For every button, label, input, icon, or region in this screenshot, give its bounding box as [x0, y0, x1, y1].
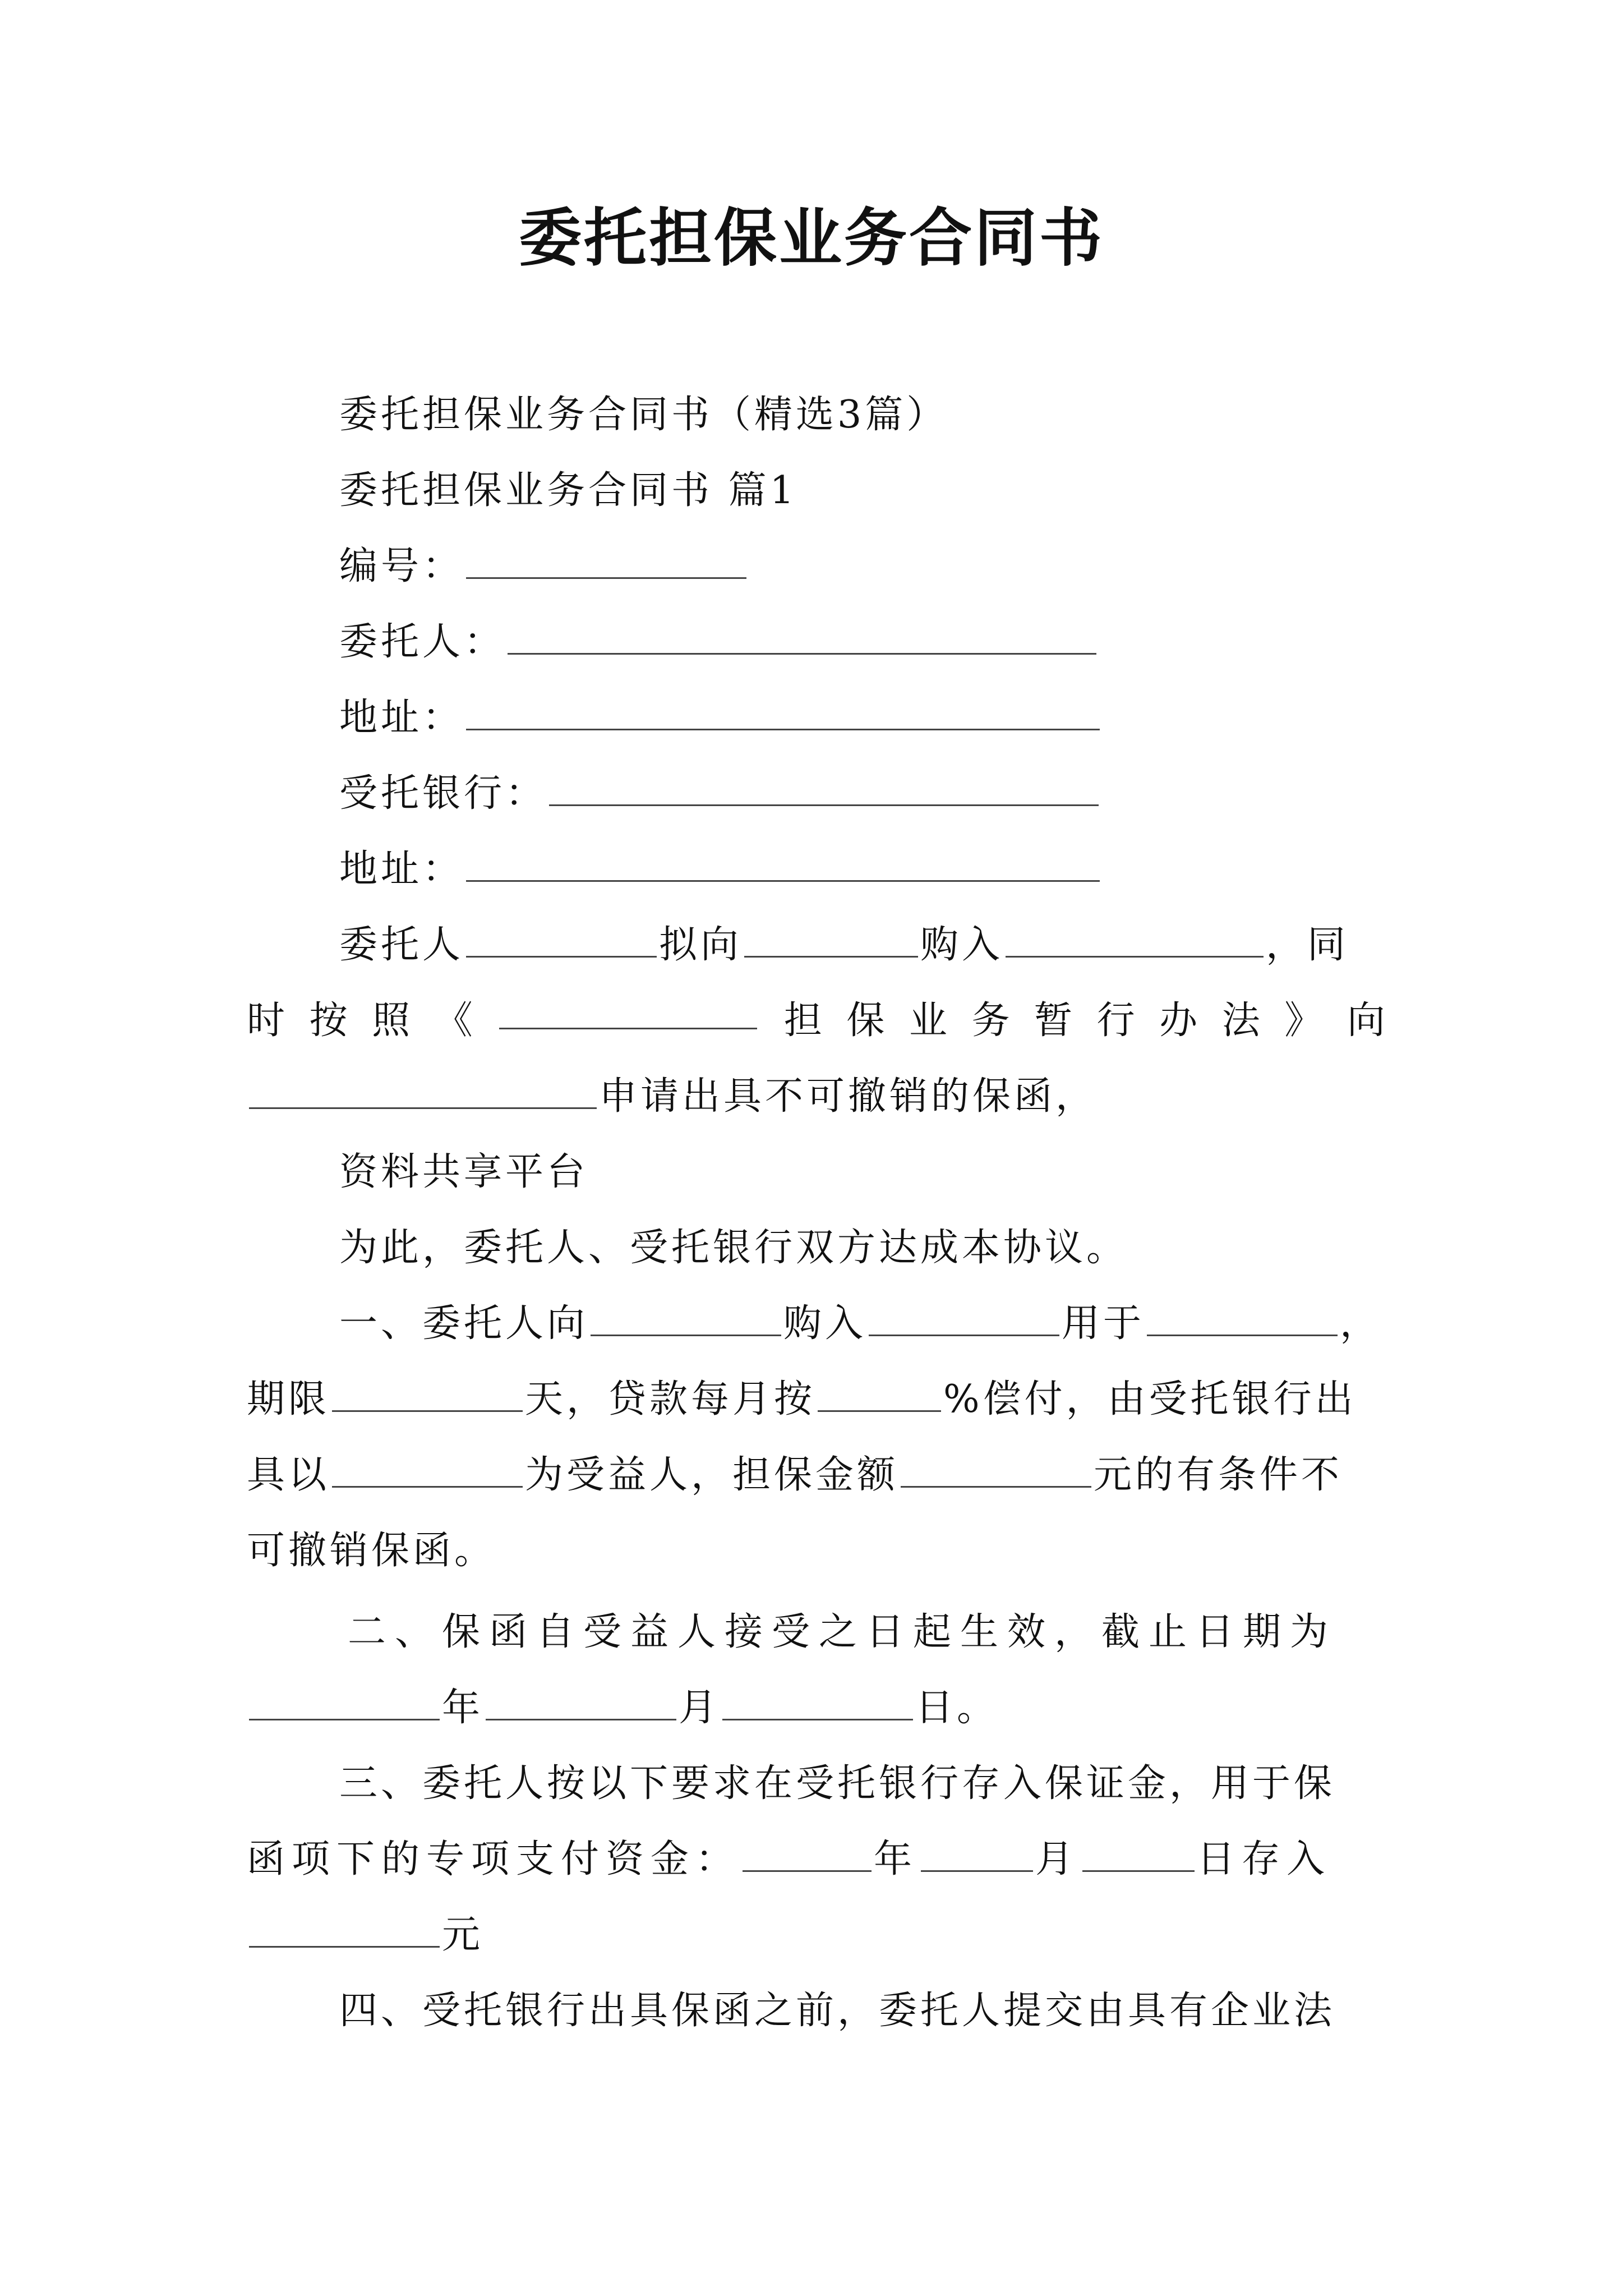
para1-line2 [247, 993, 1385, 1049]
para1-char: 时 [247, 999, 285, 1043]
client-blank [508, 618, 1096, 655]
number-field [339, 539, 749, 595]
para1-seg3: 购入 [920, 923, 1004, 967]
para1-char: 《 [434, 999, 473, 1043]
clause1-seg: 天，贷款每月按 [525, 1377, 816, 1421]
clause1-blank [332, 1451, 523, 1488]
subtitle: 委托担保业务合同书（精选3篇） [339, 393, 948, 437]
para1-seg4: ，同 [1266, 923, 1349, 967]
para1-char: 行 [1096, 999, 1135, 1043]
clause1-line2 [247, 1372, 1357, 1428]
clause1-seg: 具以 [247, 1453, 330, 1497]
clause3-line2 [247, 1832, 1331, 1888]
para1-char: 按 [309, 999, 348, 1043]
clause2-blank [486, 1684, 676, 1720]
clause1-seg: %偿付，由受托银行出 [943, 1377, 1357, 1421]
clause1-seg: 为受益人，担保金额 [525, 1453, 899, 1497]
clause3-seg: 函项下的专项支付资金： [247, 1837, 741, 1881]
clause2-blank [722, 1684, 913, 1720]
clause3-month: 月 [1035, 1837, 1081, 1881]
clause1-line3 [247, 1447, 1343, 1503]
clause3-line3 [247, 1907, 483, 1963]
section-heading: 委托担保业务合同书 篇1 [339, 468, 797, 513]
number-blank [466, 542, 746, 579]
para1-char: 保 [846, 999, 885, 1043]
clause4-line1: 四、受托银行出具保函之前，委托人提交由具有企业法 [339, 1989, 1336, 2033]
clause1-seg: 一、委托人向 [339, 1301, 589, 1346]
address-label-2: 地址： [339, 847, 464, 891]
clause3-seg: 日存入 [1197, 1837, 1332, 1881]
clause3-blank [1082, 1835, 1195, 1872]
clause3-blank [921, 1835, 1033, 1872]
client-label: 委托人： [339, 620, 506, 664]
clause2-line2 [247, 1680, 998, 1736]
document-title: 委托担保业务合同书 [519, 201, 1104, 275]
clause2-day: 日。 [915, 1686, 999, 1730]
agreement-line: 为此，委托人、受托银行双方达成本协议。 [339, 1226, 1128, 1270]
platform-note: 资料共享平台 [339, 1150, 589, 1194]
para1-seg2: 拟向 [659, 923, 743, 967]
clause1-line1 [339, 1296, 1381, 1352]
para1-blank3 [1006, 921, 1264, 958]
para1-char: 法 [1221, 999, 1260, 1043]
para1-blank5 [249, 1073, 597, 1109]
address-blank-2 [466, 845, 1100, 882]
clause2-year: 年 [442, 1686, 484, 1730]
para1-line1 [339, 917, 1349, 973]
clause1-blank [332, 1375, 523, 1412]
para1-char: 担 [783, 999, 822, 1043]
clause3-blank [743, 1835, 872, 1872]
para1-char: 向 [1347, 999, 1385, 1043]
bank-blank [549, 770, 1099, 806]
para1-seg1: 委托人 [339, 923, 464, 967]
client-field [339, 614, 1099, 670]
para1-char: 暂 [1034, 999, 1073, 1043]
clause1-blank [591, 1300, 781, 1336]
clause1-seg: 期限 [247, 1377, 330, 1421]
clause1-blank [869, 1300, 1059, 1336]
clause1-seg: 元的有条件不 [1094, 1453, 1343, 1497]
clause3-unit: 元 [442, 1913, 484, 1957]
para1-char: 照 [372, 999, 411, 1043]
clause1-blank [1147, 1300, 1338, 1336]
address-label-1: 地址： [339, 696, 464, 740]
para1-char: 办 [1159, 999, 1198, 1043]
bank-field [339, 766, 1101, 822]
clause1-line4: 可撤销保函。 [247, 1529, 496, 1573]
clause1-seg: 用于 [1062, 1301, 1145, 1346]
number-label: 编号： [339, 544, 464, 588]
para1-char: 》 [1284, 999, 1323, 1043]
clause3-blank [249, 1911, 440, 1948]
clause1-seg: 购入 [783, 1301, 867, 1346]
address-field-2 [339, 841, 1102, 898]
clause3-year: 年 [874, 1837, 919, 1881]
address-blank-1 [466, 694, 1100, 730]
para1-line3 [247, 1069, 1097, 1125]
clause3-line1: 三、委托人按以下要求在受托银行存入保证金，用于保 [339, 1761, 1336, 1806]
para1-char: 务 [971, 999, 1010, 1043]
clause1-blank [901, 1451, 1091, 1488]
clause2-blank [249, 1684, 440, 1720]
clause2-line1: 二、保函自受益人接受之日起生效，截止日期为 [348, 1610, 1338, 1654]
para1-char: 业 [909, 999, 947, 1043]
bank-label: 受托银行： [339, 771, 547, 816]
clause2-month: 月 [679, 1686, 721, 1730]
para1-tail: 申请出具不可撤销的保函， [599, 1074, 1098, 1119]
para1-blank1 [466, 921, 657, 958]
clause1-blank [818, 1375, 941, 1412]
para1-blank4 [499, 993, 757, 1029]
para1-blank2 [744, 921, 918, 958]
address-field-1 [339, 690, 1102, 746]
clause1-seg: ， [1340, 1301, 1382, 1346]
